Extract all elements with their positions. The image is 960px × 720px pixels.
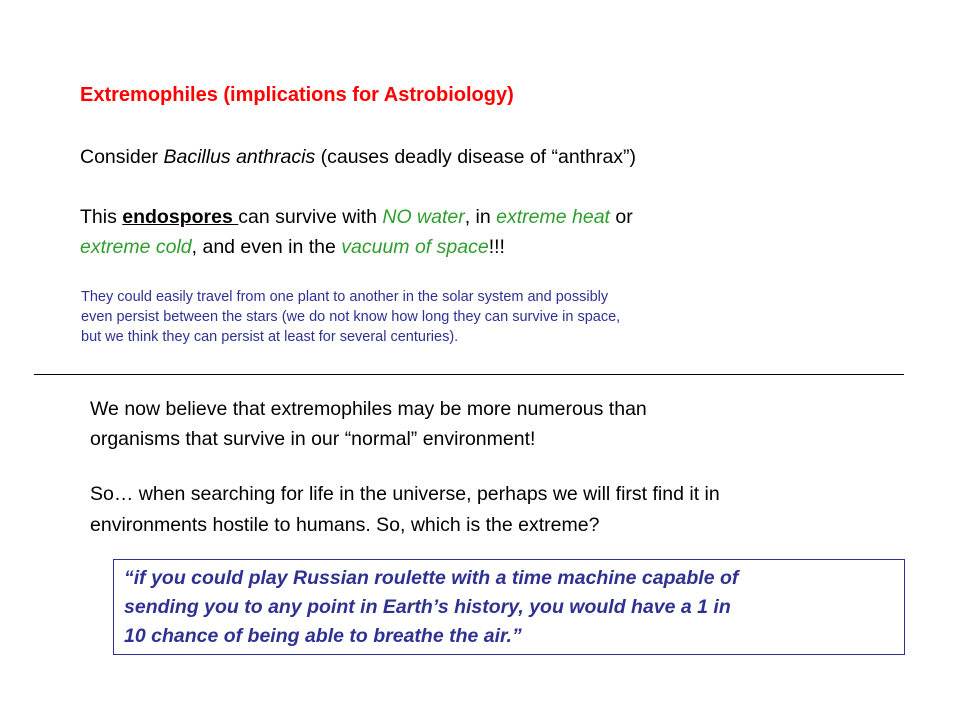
p2-or: or [609,206,633,228]
p4-line: organisms that survive in our “normal” environment! [90,428,536,450]
paragraph-bacillus [80,146,636,169]
p2-this: This [80,206,123,228]
p2-can-survive: can survive with [238,206,383,228]
quote-line: sending you to any point in Earth’s history, you would have a 1 in [124,596,731,618]
p3-line: They could easily travel from one plant to another in the solar system and possibly [81,289,609,305]
p2-line-2 [80,232,633,262]
p3-line: even persist between the stars (we do not know how long they can survive in space, [81,309,621,325]
quote-text [124,564,738,651]
horizontal-divider [34,374,904,375]
quote-line: “if you could play Russian roulette with a time machine capable of [124,567,739,589]
p3-line: but we think they can persist at least for several centuries). [81,329,459,345]
paragraph-endospores [80,202,633,262]
extreme-heat-phrase: extreme heat [496,206,610,228]
slide-title: Extremophiles (implications for Astrobiology) [80,84,514,106]
p1-pre: Consider [80,146,164,168]
species-name: Bacillus anthracis [163,146,316,168]
p4-line: We now believe that extremophiles may be more numerous than [90,398,647,420]
vacuum-phrase: vacuum of space [341,236,489,258]
no-water-phrase: NO water [382,206,465,228]
endospores-term: endospores [122,206,239,228]
p2-and-even: , and even in the [191,236,342,258]
p5-line: environments hostile to humans. So, which is the extreme? [90,514,600,536]
p1-post: (causes deadly disease of “anthrax”) [315,146,637,168]
paragraph-numerous [90,394,647,454]
p2-bang: !!! [488,236,505,258]
paragraph-search-life [90,479,720,541]
p2-in: , in [464,206,497,228]
paragraph-travel-note [81,287,620,347]
p2-line-1 [80,202,633,232]
quote-line: 10 chance of being able to breathe the air.” [124,625,522,647]
extreme-cold-phrase: extreme cold [80,236,192,258]
quote-box [113,559,905,655]
p5-line: So… when searching for life in the universe, perhaps we will first find it in [90,483,720,505]
